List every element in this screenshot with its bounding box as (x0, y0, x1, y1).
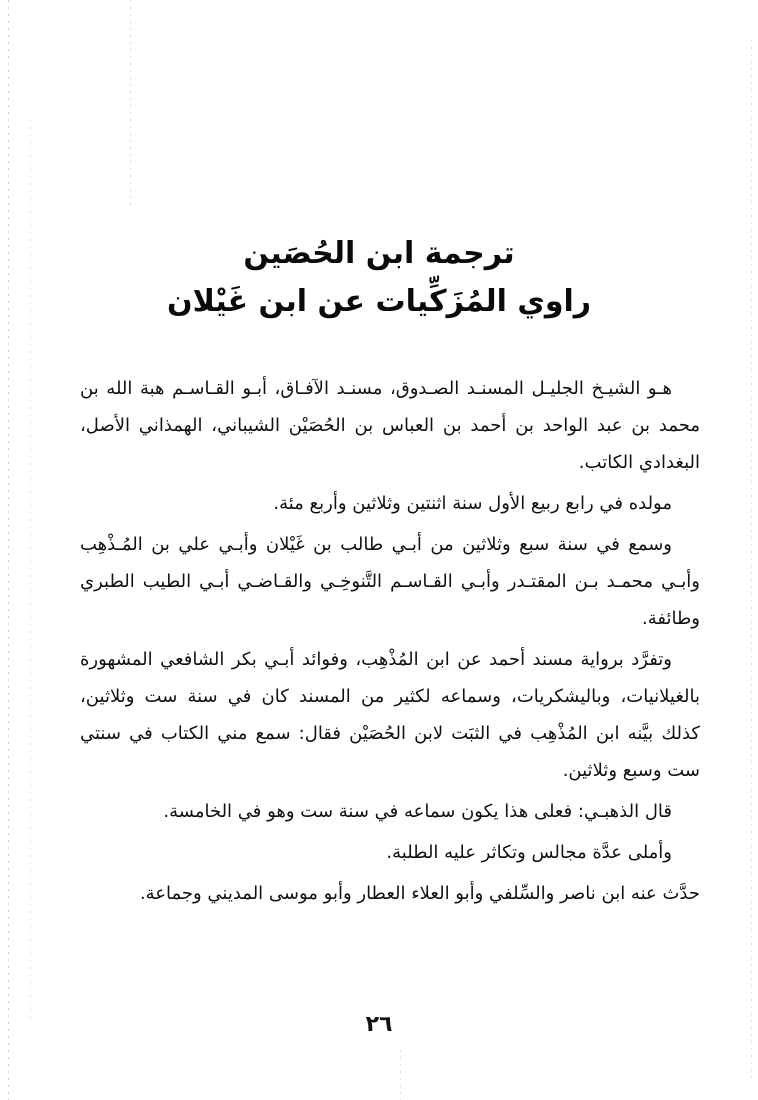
chapter-title (0, 230, 758, 326)
chapter-title-line-1: ترجمة ابن الحُصَين (243, 236, 515, 271)
scan-margin-marks-right (751, 40, 752, 1080)
paragraph-birth: مولده في رابع ربيع الأول سنة اثنتين وثلاثين وأربع مئة. (273, 493, 672, 514)
paragraph-identity: هـو الشيـخ الجليـل المسنـد الصـدوق، مسنـد الآفـاق، أبـو القـاسـم هبة الله بن محمد بن عبد الواحد بن أحمد بن العباس بن الحُصَيْن الشيباني، الهمذاني الأصل، البغدادي الكاتب. (80, 378, 700, 473)
paragraph-teachers: وسمع في سنة سبع وثلاثين من أبـي طالب بن غَيْلان وأبـي علي بن المُـذْهِب وأبـي محمـد بـن المقتـدر وأبـي القـاسـم التَّنوخِـي والقـاضـي أبـي الطيب الطبري وطائفة. (80, 534, 700, 629)
scan-margin-marks-left (8, 0, 9, 1100)
paragraph-narrations: وتفرَّد برواية مسند أحمد عن ابن المُذْهِب، وفوائد أبـي بكر الشافعي المشهورة بالغيلانيات، وباليشكريات، وسماعه لكثير من المسند كان في سنة ست وثلاثين، كذلك بيَّنه ابن المُذْهِب في الثبَت لابن الحُصَيْن فقال: سمع مني الكتاب في سنتي ست وسبع وثلاثين. (80, 649, 700, 781)
chapter-title-line-2: راوي المُزَكِّيات عن ابن غَيْلان (166, 284, 592, 319)
paragraph-dictation: وأملى عدَّة مجالس وتكاثر عليه الطلبة. (386, 842, 672, 863)
scan-margin-marks-top (130, 0, 131, 210)
scan-margin-marks-bottom (400, 1050, 401, 1100)
biography-body (80, 370, 700, 916)
page-number: ٢٦ (365, 1012, 393, 1037)
paragraph-students: حدَّث عنه ابن ناصر والسِّلفي وأبو العلاء العطار وأبو موسى المديني وجماعة. (139, 883, 700, 904)
paragraph-dhahabi-comment: قال الذهبـي: فعلى هذا يكون سماعه في سنة ست وهو في الخامسة. (163, 801, 672, 822)
